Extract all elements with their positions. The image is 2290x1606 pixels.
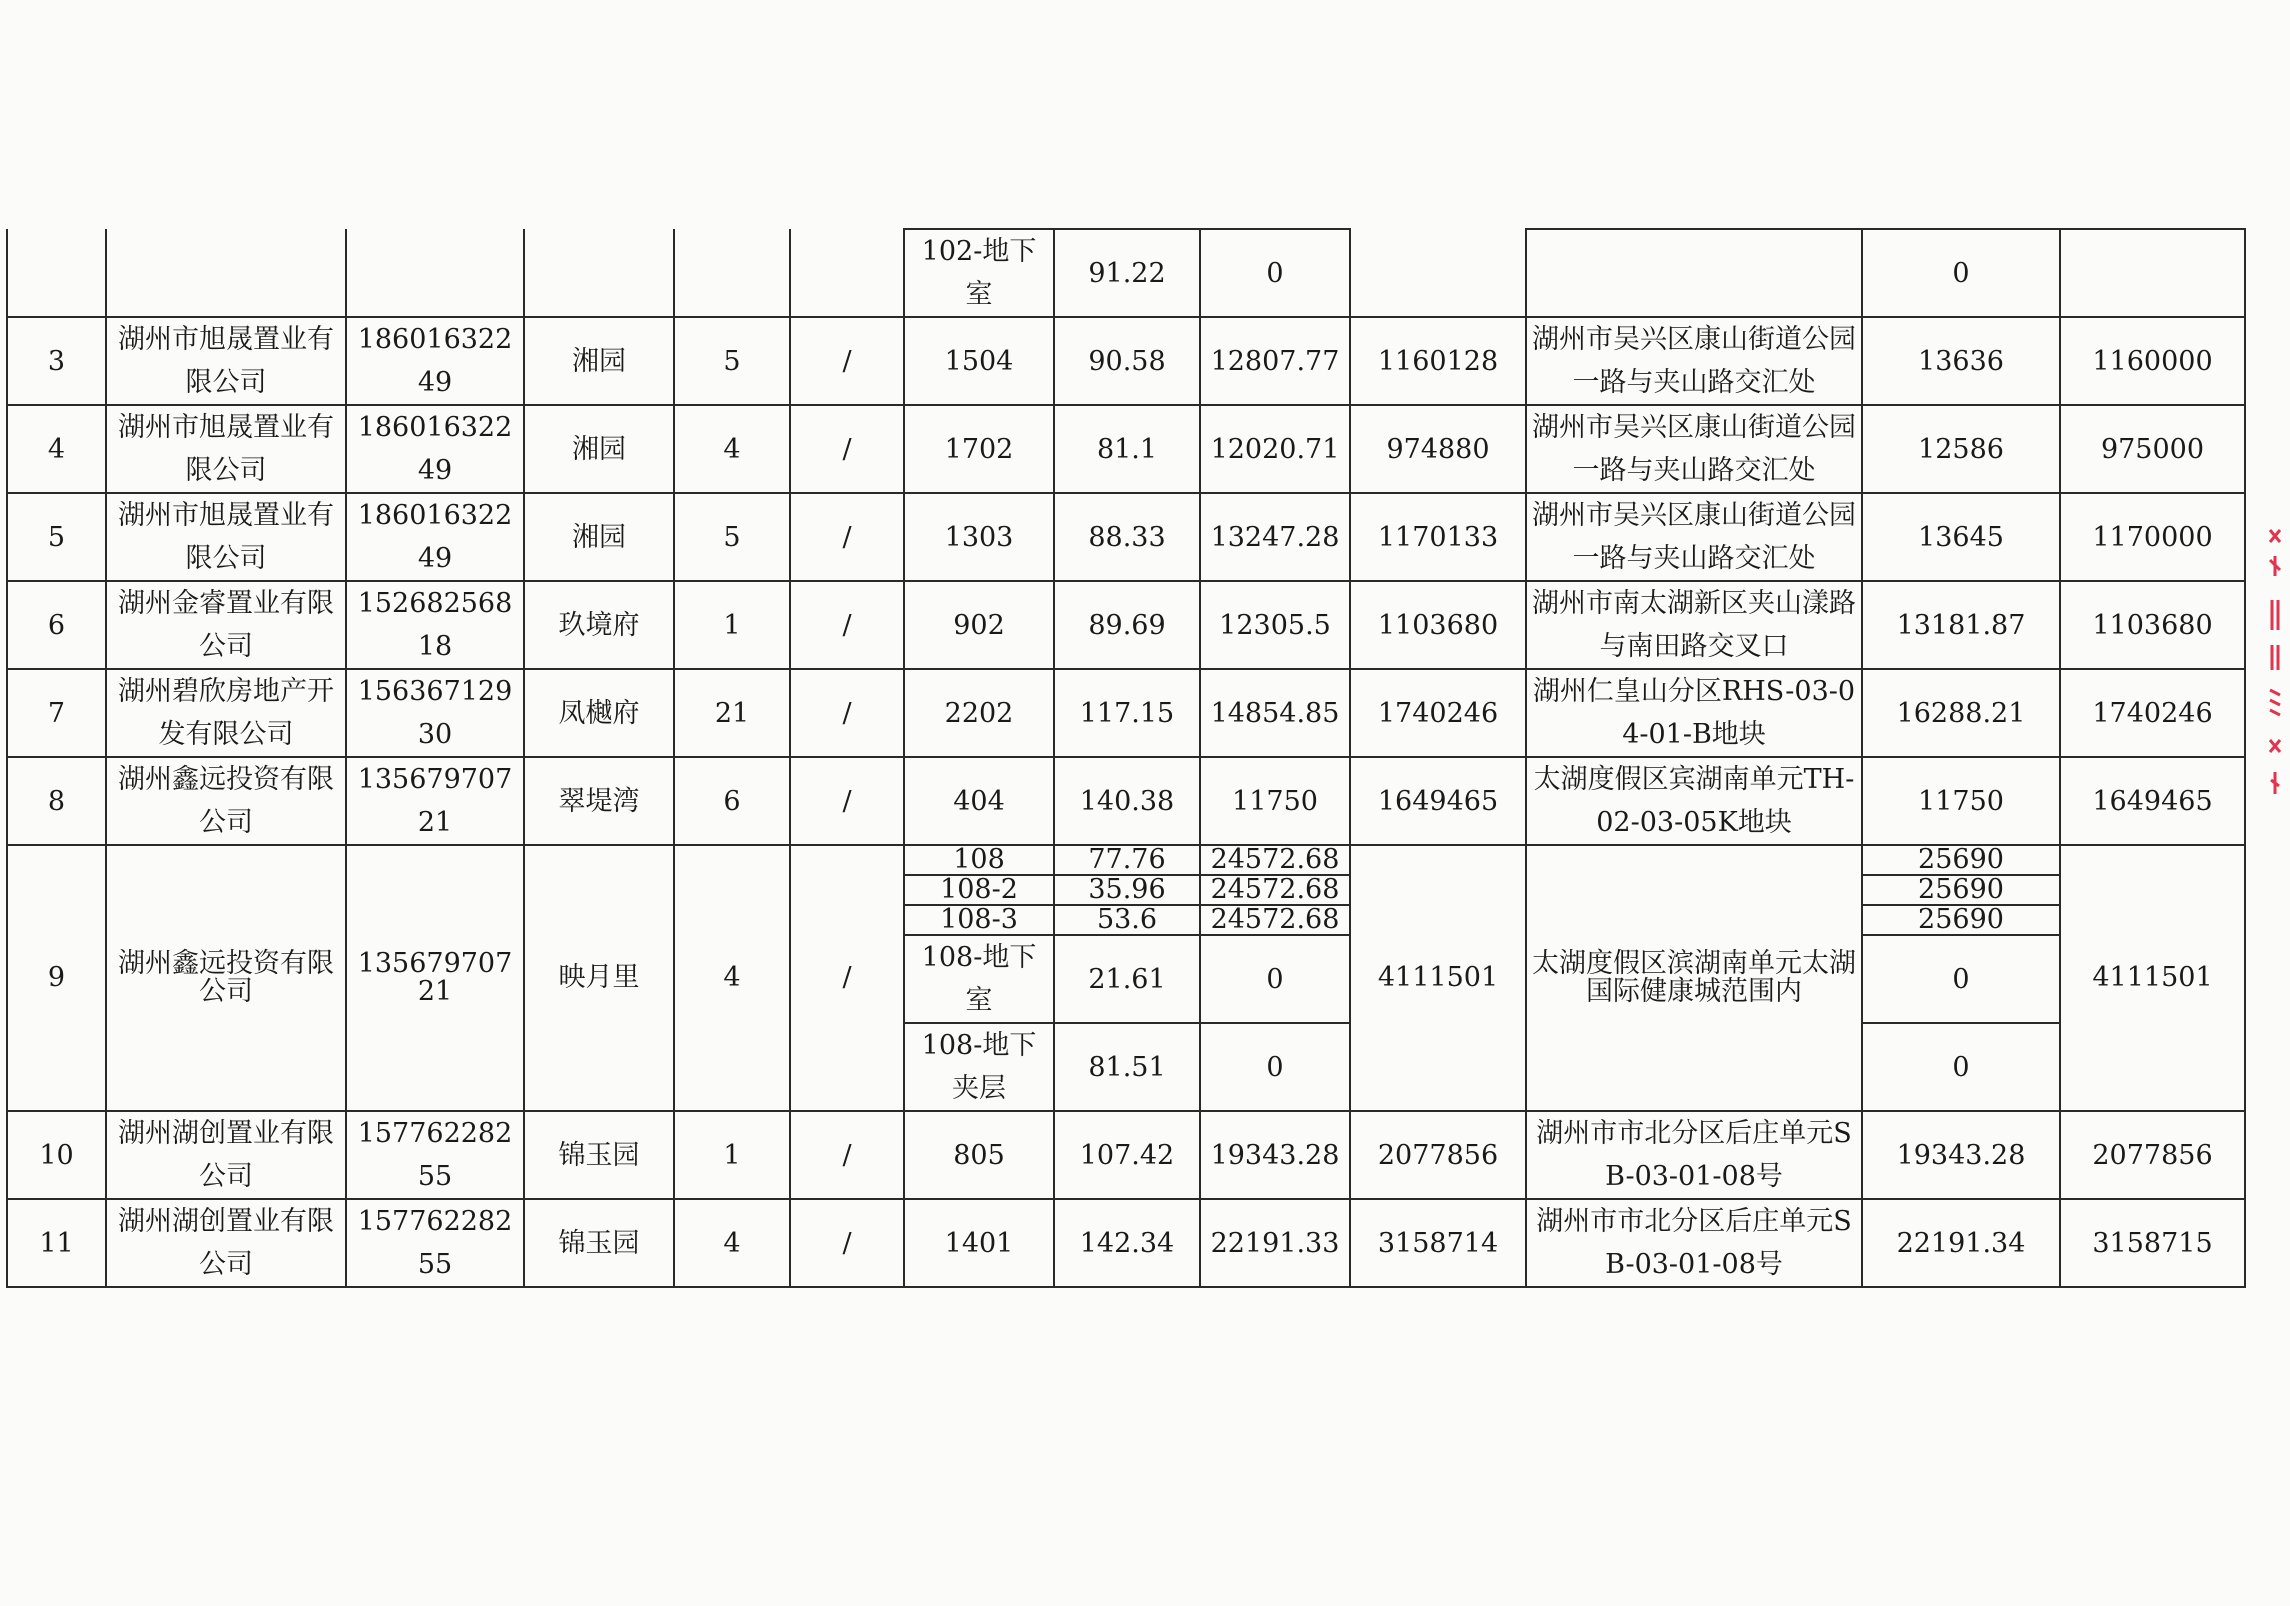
row-number-cell: 10 xyxy=(7,1111,106,1199)
location-cell: 湖州市南太湖新区夹山漾路与南田路交叉口 xyxy=(1526,581,1862,669)
project-cell: 锦玉园 xyxy=(524,1199,674,1287)
reg-total-cell: 4111501 xyxy=(2060,845,2245,1111)
building-cell: 6 xyxy=(674,757,790,845)
area-cell: 21.61 xyxy=(1054,935,1200,1023)
slash-cell: / xyxy=(790,405,904,493)
phone-cell: 18601632249 xyxy=(346,317,524,405)
reg-price-cell: 11750 xyxy=(1862,757,2060,845)
row-number-cell: 3 xyxy=(7,317,106,405)
reg-total-cell: 1103680 xyxy=(2060,581,2245,669)
area-cell: 53.6 xyxy=(1054,905,1200,935)
price-registration-table xyxy=(6,228,2246,1288)
unit-cell: 102-地下室 xyxy=(904,229,1054,317)
area-cell: 89.69 xyxy=(1054,581,1200,669)
reg-total-cell: 1170000 xyxy=(2060,493,2245,581)
project-cell: 湘园 xyxy=(524,405,674,493)
total-price-cell: 1740246 xyxy=(1350,669,1526,757)
seal-stamp-mark xyxy=(2266,520,2284,800)
phone-cell: 13567970721 xyxy=(346,845,524,1111)
reg-price-cell: 19343.28 xyxy=(1862,1111,2060,1199)
reg-price-cell: 16288.21 xyxy=(1862,669,2060,757)
area-cell: 107.42 xyxy=(1054,1111,1200,1199)
area-cell: 140.38 xyxy=(1054,757,1200,845)
location-cell: 湖州市吴兴区康山街道公园一路与夹山路交汇处 xyxy=(1526,405,1862,493)
area-cell: 81.1 xyxy=(1054,405,1200,493)
price-cell: 24572.68 xyxy=(1200,845,1350,875)
unit-cell: 1303 xyxy=(904,493,1054,581)
building-cell: 1 xyxy=(674,1111,790,1199)
empty-cell xyxy=(674,229,790,317)
reg-total-cell: 1160000 xyxy=(2060,317,2245,405)
reg-price-cell: 12586 xyxy=(1862,405,2060,493)
slash-cell: / xyxy=(790,1111,904,1199)
price-cell: 0 xyxy=(1200,1023,1350,1111)
price-cell: 19343.28 xyxy=(1200,1111,1350,1199)
project-cell: 锦玉园 xyxy=(524,1111,674,1199)
total-price-cell: 3158714 xyxy=(1350,1199,1526,1287)
reg-price-cell: 13636 xyxy=(1862,317,2060,405)
slash-cell: / xyxy=(790,493,904,581)
area-cell: 117.15 xyxy=(1054,669,1200,757)
row-number-cell: 7 xyxy=(7,669,106,757)
empty-cell xyxy=(2060,229,2245,317)
unit-cell: 805 xyxy=(904,1111,1054,1199)
table-row xyxy=(7,1111,2245,1199)
reg-price-cell: 25690 xyxy=(1862,875,2060,905)
company-cell: 湖州市旭晟置业有限公司 xyxy=(106,405,346,493)
total-price-cell: 2077856 xyxy=(1350,1111,1526,1199)
building-cell: 4 xyxy=(674,1199,790,1287)
slash-cell: / xyxy=(790,669,904,757)
table-row xyxy=(7,405,2245,493)
unit-cell: 1504 xyxy=(904,317,1054,405)
building-cell: 4 xyxy=(674,845,790,1111)
slash-cell: / xyxy=(790,845,904,1111)
total-price-cell: 4111501 xyxy=(1350,845,1526,1111)
price-cell: 0 xyxy=(1200,229,1350,317)
phone-cell: 15776228255 xyxy=(346,1111,524,1199)
project-cell: 湘园 xyxy=(524,317,674,405)
building-cell: 5 xyxy=(674,317,790,405)
area-cell: 142.34 xyxy=(1054,1199,1200,1287)
reg-price-cell: 13181.87 xyxy=(1862,581,2060,669)
price-cell: 0 xyxy=(1200,935,1350,1023)
project-cell: 映月里 xyxy=(524,845,674,1111)
location-cell: 太湖度假区滨湖南单元太湖国际健康城范围内 xyxy=(1526,845,1862,1111)
unit-cell: 2202 xyxy=(904,669,1054,757)
reg-total-cell: 1740246 xyxy=(2060,669,2245,757)
project-cell: 翠堤湾 xyxy=(524,757,674,845)
table-row xyxy=(7,493,2245,581)
table-row xyxy=(7,669,2245,757)
company-cell: 湖州市旭晟置业有限公司 xyxy=(106,317,346,405)
location-cell: 湖州市市北分区后庄单元SB-03-01-08号 xyxy=(1526,1199,1862,1287)
company-cell: 湖州金睿置业有限公司 xyxy=(106,581,346,669)
unit-cell: 108-地下室 xyxy=(904,935,1054,1023)
phone-cell: 15776228255 xyxy=(346,1199,524,1287)
table-row xyxy=(7,317,2245,405)
reg-price-cell: 0 xyxy=(1862,1023,2060,1111)
reg-price-cell: 22191.34 xyxy=(1862,1199,2060,1287)
slash-cell: / xyxy=(790,1199,904,1287)
area-cell: 35.96 xyxy=(1054,875,1200,905)
row-number-cell: 4 xyxy=(7,405,106,493)
unit-cell: 404 xyxy=(904,757,1054,845)
location-cell: 太湖度假区宾湖南单元TH-02-03-05K地块 xyxy=(1526,757,1862,845)
building-cell: 4 xyxy=(674,405,790,493)
area-cell: 90.58 xyxy=(1054,317,1200,405)
empty-cell xyxy=(1350,229,1526,317)
total-price-cell: 1103680 xyxy=(1350,581,1526,669)
total-price-cell: 1649465 xyxy=(1350,757,1526,845)
row-number-cell: 6 xyxy=(7,581,106,669)
empty-cell xyxy=(346,229,524,317)
price-cell: 12020.71 xyxy=(1200,405,1350,493)
table-row xyxy=(7,757,2245,845)
phone-cell: 18601632249 xyxy=(346,493,524,581)
total-price-cell: 1170133 xyxy=(1350,493,1526,581)
unit-cell: 1401 xyxy=(904,1199,1054,1287)
price-cell: 11750 xyxy=(1200,757,1350,845)
location-cell: 湖州仁皇山分区RHS-03-04-01-B地块 xyxy=(1526,669,1862,757)
price-cell: 14854.85 xyxy=(1200,669,1350,757)
table-row xyxy=(7,1199,2245,1287)
area-cell: 88.33 xyxy=(1054,493,1200,581)
empty-cell xyxy=(1526,229,1862,317)
price-cell: 24572.68 xyxy=(1200,905,1350,935)
unit-cell: 108-3 xyxy=(904,905,1054,935)
price-cell: 12807.77 xyxy=(1200,317,1350,405)
total-price-cell: 1160128 xyxy=(1350,317,1526,405)
company-cell: 湖州湖创置业有限公司 xyxy=(106,1111,346,1199)
price-cell: 13247.28 xyxy=(1200,493,1350,581)
unit-cell: 108 xyxy=(904,845,1054,875)
reg-price-cell: 25690 xyxy=(1862,905,2060,935)
project-cell: 玖境府 xyxy=(524,581,674,669)
building-cell: 5 xyxy=(674,493,790,581)
company-cell: 湖州鑫远投资有限公司 xyxy=(106,845,346,1111)
reg-price-cell: 0 xyxy=(1862,935,2060,1023)
reg-price-cell: 13645 xyxy=(1862,493,2060,581)
table-row xyxy=(7,229,2245,317)
empty-cell xyxy=(790,229,904,317)
location-cell: 湖州市吴兴区康山街道公园一路与夹山路交汇处 xyxy=(1526,317,1862,405)
company-cell: 湖州碧欣房地产开发有限公司 xyxy=(106,669,346,757)
price-cell: 24572.68 xyxy=(1200,875,1350,905)
phone-cell: 18601632249 xyxy=(346,405,524,493)
area-cell: 81.51 xyxy=(1054,1023,1200,1111)
company-cell: 湖州市旭晟置业有限公司 xyxy=(106,493,346,581)
location-cell: 湖州市市北分区后庄单元SB-03-01-08号 xyxy=(1526,1111,1862,1199)
area-cell: 91.22 xyxy=(1054,229,1200,317)
unit-cell: 902 xyxy=(904,581,1054,669)
table-row xyxy=(7,581,2245,669)
row-number-cell: 8 xyxy=(7,757,106,845)
reg-total-cell: 3158715 xyxy=(2060,1199,2245,1287)
slash-cell: / xyxy=(790,757,904,845)
reg-price-cell: 25690 xyxy=(1862,845,2060,875)
phone-cell: 15636712930 xyxy=(346,669,524,757)
price-cell: 12305.5 xyxy=(1200,581,1350,669)
phone-cell: 15268256818 xyxy=(346,581,524,669)
slash-cell: / xyxy=(790,317,904,405)
row-number-cell: 9 xyxy=(7,845,106,1111)
company-cell: 湖州湖创置业有限公司 xyxy=(106,1199,346,1287)
row-number-cell: 5 xyxy=(7,493,106,581)
total-price-cell: 974880 xyxy=(1350,405,1526,493)
company-cell: 湖州鑫远投资有限公司 xyxy=(106,757,346,845)
phone-cell: 13567970721 xyxy=(346,757,524,845)
unit-cell: 108-地下夹层 xyxy=(904,1023,1054,1111)
reg-total-cell: 975000 xyxy=(2060,405,2245,493)
empty-cell xyxy=(7,229,106,317)
slash-cell: / xyxy=(790,581,904,669)
table-row xyxy=(7,845,2245,875)
building-cell: 1 xyxy=(674,581,790,669)
reg-total-cell: 1649465 xyxy=(2060,757,2245,845)
project-cell: 凤樾府 xyxy=(524,669,674,757)
empty-cell xyxy=(106,229,346,317)
unit-cell: 108-2 xyxy=(904,875,1054,905)
building-cell: 21 xyxy=(674,669,790,757)
row-number-cell: 11 xyxy=(7,1199,106,1287)
location-cell: 湖州市吴兴区康山街道公园一路与夹山路交汇处 xyxy=(1526,493,1862,581)
reg-price-cell: 0 xyxy=(1862,229,2060,317)
price-cell: 22191.33 xyxy=(1200,1199,1350,1287)
project-cell: 湘园 xyxy=(524,493,674,581)
reg-total-cell: 2077856 xyxy=(2060,1111,2245,1199)
empty-cell xyxy=(524,229,674,317)
unit-cell: 1702 xyxy=(904,405,1054,493)
area-cell: 77.76 xyxy=(1054,845,1200,875)
